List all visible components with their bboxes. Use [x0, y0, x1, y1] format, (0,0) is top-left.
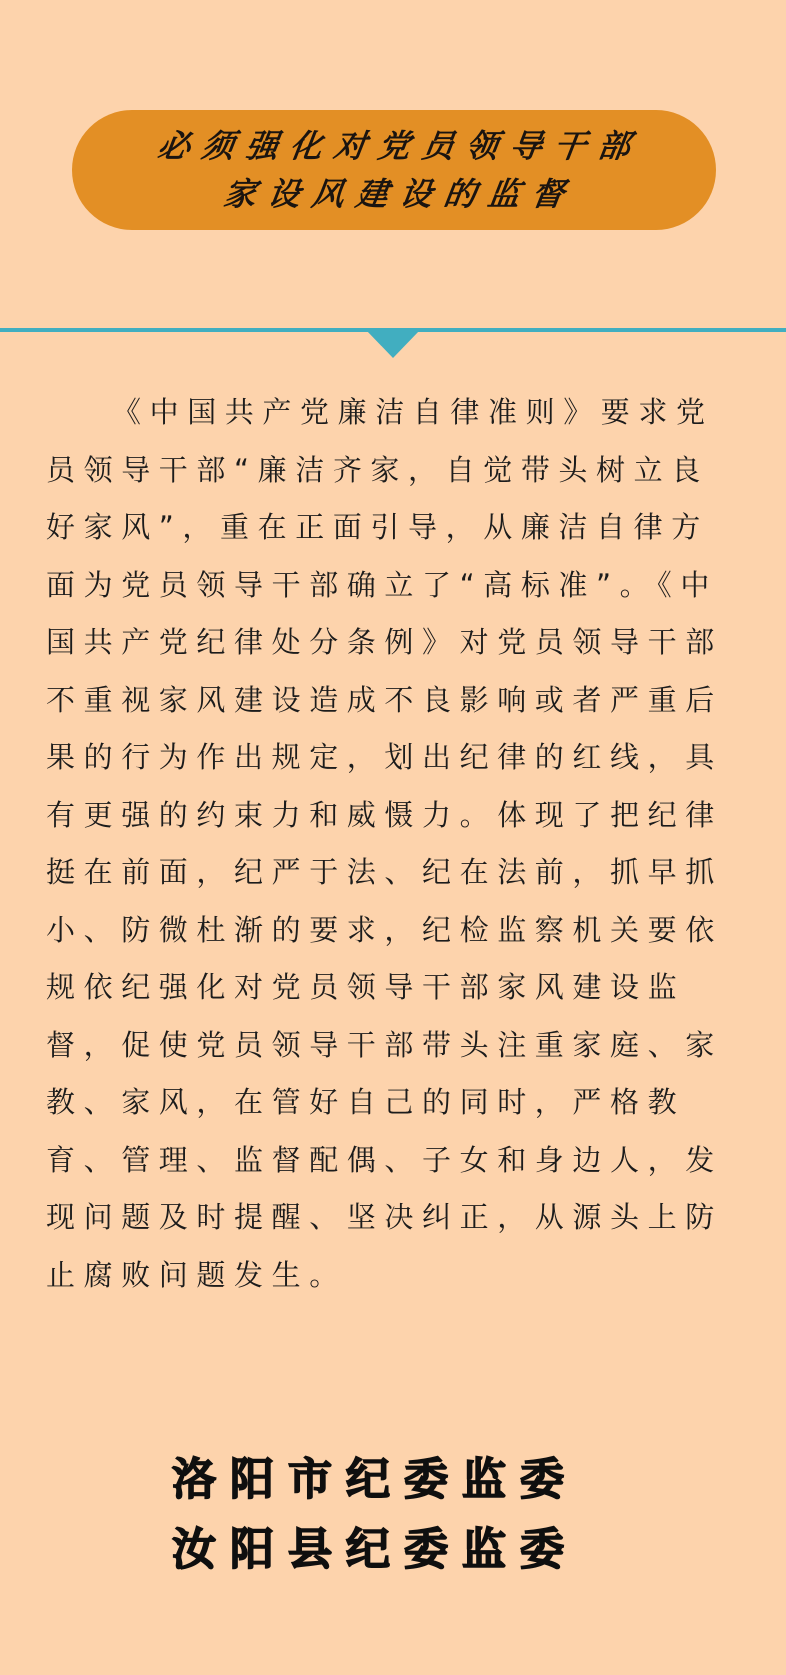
org-name-ruyang: 汝阳县纪委监委: [172, 1524, 578, 1575]
article-paragraph: 《中国共产党廉洁自律准则》要求党员领导干部“廉洁齐家，自觉带头树立良好家风”，重在正面引导，从廉洁自律方面为党员领导干部确立了“高标准”。《中国共产党纪律处分条例》对党员领导干部不重视家风建设造成不良影响或者严重后果的行为作出规定，划出纪律的红线，具有更强的约束力和威慑力。体现了把纪律挺在前面，纪严于法、纪在法前，抓早抓小、防微杜渐的要求，纪检监察机关要依规依纪强化对党员领导干部家风建设监督，促使党员领导干部带头注重家庭、家教、家风，在管好自己的同时，严格教育、管理、监督配偶、子女和身边人，发现问题及时提醒、坚决纠正，从源头上防止腐败问题发生。: [46, 395, 723, 1292]
title-banner: [72, 110, 716, 230]
divider-triangle-icon: [366, 330, 420, 358]
org-name-luoyang: 洛阳市纪委监委: [172, 1454, 578, 1505]
title-line-1: 必须强化对党员领导干部: [155, 127, 645, 165]
title-line-2: 家设风建设的监督: [221, 175, 579, 213]
signature-block: [172, 1445, 612, 1585]
